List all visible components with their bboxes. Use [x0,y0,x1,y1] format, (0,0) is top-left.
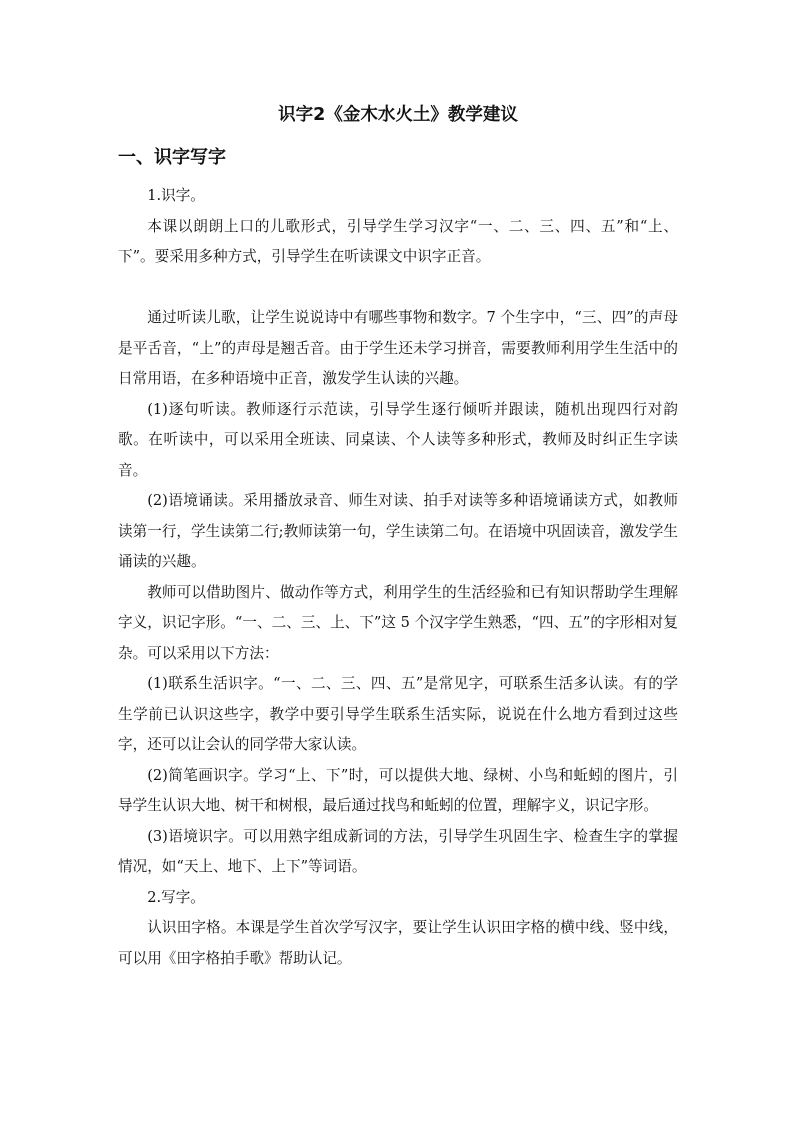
paragraph: 教师可以借助图片、做动作等方式，利用学生的生活经验和已有知识帮助学生理解字义，识记字形。“一、二、三、上、下”这 5 个汉字学生熟悉，“四、五”的字形相对复杂。可以采用以下方法： [118,583,678,662]
paragraph: (3)语境识字。可以用熟字组成新词的方法，引导学生巩固生字、检查生字的掌握情况，如“天上、地下、上下”等词语。 [118,827,678,875]
paragraph: (1)逐句听读。教师逐行示范读，引导学生逐行倾听并跟读，随机出现四行对韵歌。在听读中，可以采用全班读、同桌读、个人读等多种形式，教师及时纠正生字读音。 [118,400,678,479]
paragraph: 本课以朗朗上口的儿歌形式，引导学生学习汉字“一、二、三、四、五”和“上、下”。要采用多种方式，引导学生在听读课文中识字正音。 [118,217,678,265]
paragraph: 通过听读儿歌，让学生说说诗中有哪些事物和数字。7 个生字中，“三、四”的声母是平舌音，“上”的声母是翘舌音。由于学生还未学习拼音，需要教师利用学生生活中的日常用语，在多种语境中正音，激发学生认读的兴趣。 [118,309,678,387]
section-heading: 一、识字写字 [118,147,226,168]
paragraph: (2)语境诵读。采用播放录音、师生对读、拍手对读等多种语境诵读方式，如教师读第一行，学生读第二行;教师读第一句，学生读第二句。在语境中巩固读音，激发学生诵读的兴趣。 [118,492,678,570]
document-title: 识字2《金木水火土》教学建议 [278,105,518,125]
paragraph: 2.写字。 [147,888,205,906]
paragraph: (2)简笔画识字。学习“上、下”时，可以提供大地、绿树、小鸟和蚯蚓的图片，引导学生认识大地、树干和树根，最后通过找鸟和蚯蚓的位置，理解字义，识记字形。 [118,766,678,814]
blank-line [118,273,678,304]
paragraph: 认识田字格。本课是学生首次学写汉字，要让学生认识田字格的横中线、竖中线，可以用《田字格拍手歌》帮助认记。 [118,919,678,967]
document-page [118,0,678,1123]
document-body [118,181,678,974]
paragraph: 1.识字。 [147,187,205,204]
paragraph: (1)联系生活识字。“一、二、三、四、五”是常见字，可联系生活多认读。有的学生学前已认识这些字，教学中要引导学生联系生活实际，说说在什么地方看到过这些字，还可以让会认的同学带大家认读。 [118,675,678,753]
